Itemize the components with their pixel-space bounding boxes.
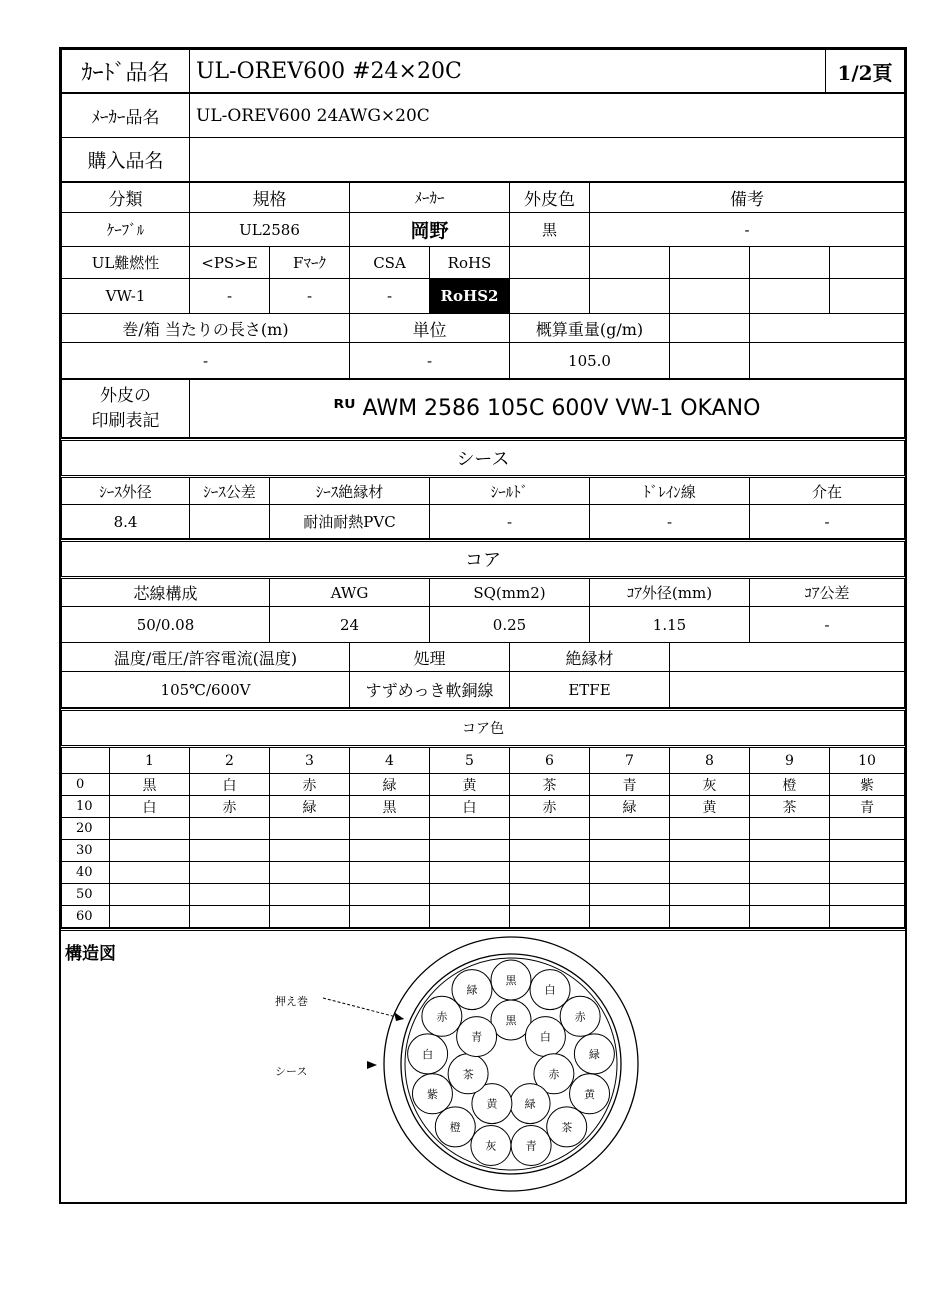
core-color-label: 青 [471, 1030, 483, 1044]
cert-label-flame: UL難燃性 [62, 247, 190, 279]
cert-label-rohs: RoHS [430, 247, 510, 279]
color-col-header: 1 [110, 747, 190, 774]
color-cell [590, 906, 670, 928]
core-color-label: 緑 [466, 983, 478, 997]
color-cell [190, 840, 270, 862]
reel-empty-cell [750, 343, 905, 379]
color-cell [110, 840, 190, 862]
core-value-od: 1.15 [590, 607, 750, 643]
reel-value-unit: - [350, 343, 510, 379]
core-value-tol: - [750, 607, 905, 643]
color-cell [830, 862, 905, 884]
sheath-table [61, 438, 905, 539]
print-text: AWM 2586 105C 600V VW-1 OKANO [362, 396, 761, 421]
color-cell: 紫 [830, 774, 905, 796]
sheath-label-shield: ｼｰﾙﾄﾞ [430, 477, 590, 505]
core-color-label: 紫 [426, 1087, 438, 1101]
wrap-leader-line [323, 998, 404, 1019]
sheath-value-material: 耐油耐熱PVC [270, 505, 430, 539]
reel-value-length: - [62, 343, 350, 379]
core-color-label: 緑 [588, 1047, 600, 1061]
label-sheath: シース [275, 1065, 308, 1078]
reel-label-length: 巻/箱 当たりの長さ(m) [62, 314, 350, 343]
print-marking [190, 380, 905, 438]
reel-label-unit: 単位 [350, 314, 510, 343]
cert-label-pse: <PS>E [190, 247, 270, 279]
cert-empty-cell [510, 279, 590, 314]
spec-label-class: 分類 [62, 183, 190, 213]
core-label-sq: SQ(mm2) [430, 578, 590, 607]
cert-value-csa: - [350, 279, 430, 314]
color-row-number: 30 [62, 840, 110, 862]
sheath-label-filler: 介在 [750, 477, 905, 505]
core-color-label: 黄 [486, 1097, 498, 1111]
core-color-label: 茶 [462, 1067, 474, 1081]
color-cell: 緑 [270, 796, 350, 818]
color-row-number: 10 [62, 796, 110, 818]
core-color-label: 赤 [574, 1010, 586, 1024]
print-table [61, 379, 905, 438]
core-color-label: 緑 [524, 1097, 536, 1111]
core-label-od: ｺｱ外径(mm) [590, 578, 750, 607]
color-cell: 白 [430, 796, 510, 818]
cert-value-flame: VW-1 [62, 279, 190, 314]
cert-value-pse: - [190, 279, 270, 314]
color-row [62, 774, 905, 796]
color-cell [190, 818, 270, 840]
cert-label-csa: CSA [350, 247, 430, 279]
wrap-arrow-icon [394, 1012, 404, 1021]
spec-value-standard: UL2586 [190, 213, 350, 247]
color-cell [270, 818, 350, 840]
card-name-label: ｶｰﾄﾞ品名 [62, 50, 190, 93]
color-row [62, 862, 905, 884]
core-value-awg: 24 [270, 607, 430, 643]
reel-empty-cell [670, 343, 750, 379]
color-cell [750, 840, 830, 862]
sheath-label-od: ｼｰｽ外径 [62, 477, 190, 505]
spec-label-color: 外皮色 [510, 183, 590, 213]
core-empty-cell [670, 643, 905, 672]
corner-cell [62, 747, 110, 774]
reel-value-weight: 105.0 [510, 343, 670, 379]
print-label-line1: 外皮の [100, 385, 151, 406]
spec-value-class: ｹｰﾌﾞﾙ [62, 213, 190, 247]
core-color-label: 白 [539, 1030, 551, 1044]
color-cell [350, 840, 430, 862]
maker-name: UL-OREV600 24AWG×20C [190, 94, 905, 138]
sheath-value-shield: - [430, 505, 590, 539]
maker-name-label: ﾒｰｶｰ品名 [62, 94, 190, 138]
cert-empty-cell [750, 279, 830, 314]
reel-label-weight: 概算重量(g/m) [510, 314, 670, 343]
color-cell: 白 [110, 796, 190, 818]
color-cell: 黒 [110, 774, 190, 796]
core-color-label: 白 [544, 983, 556, 997]
core-label-treatment: 処理 [350, 643, 510, 672]
sheath-arrow-icon [367, 1061, 377, 1069]
core-value-sq: 0.25 [430, 607, 590, 643]
color-cell: 橙 [750, 774, 830, 796]
sheath-value-filler: - [750, 505, 905, 539]
core-color-label: 茶 [561, 1120, 573, 1134]
cert-empty-cell [670, 279, 750, 314]
core-label-rating: 温度/電圧/許容電流(温度) [62, 643, 350, 672]
purchase-name-label: 購入品名 [62, 138, 190, 182]
core-color-label: 赤 [548, 1067, 560, 1081]
color-cell [510, 818, 590, 840]
diagram-title: 構造図 [65, 944, 116, 964]
sheath-label-tol: ｼｰｽ公差 [190, 477, 270, 505]
color-cell [350, 862, 430, 884]
sheath-label-drain: ﾄﾞﾚｲﾝ線 [590, 477, 750, 505]
cable-cross-section [61, 931, 909, 1201]
cert-empty-cell [750, 247, 830, 279]
color-col-header: 5 [430, 747, 510, 774]
cert-empty-cell [510, 247, 590, 279]
color-cell [110, 906, 190, 928]
color-cell [510, 862, 590, 884]
color-col-header: 3 [270, 747, 350, 774]
color-cell: 茶 [750, 796, 830, 818]
spec-label-maker: ﾒｰｶｰ [350, 183, 510, 213]
color-cell: 緑 [350, 774, 430, 796]
structure-diagram-area [61, 928, 905, 1201]
color-row [62, 840, 905, 862]
color-row [62, 818, 905, 840]
core-value-strand: 50/0.08 [62, 607, 270, 643]
cert-empty-cell [830, 247, 905, 279]
cert-empty-cell [670, 247, 750, 279]
color-cell [670, 906, 750, 928]
core-title: コア [62, 541, 905, 578]
label-wrap: 押え巻 [275, 995, 308, 1008]
color-cell: 青 [590, 774, 670, 796]
color-cell [270, 884, 350, 906]
color-cell [590, 884, 670, 906]
color-cell: 黄 [670, 796, 750, 818]
color-cell: 黒 [350, 796, 430, 818]
reel-empty-cell [750, 314, 905, 343]
sheath-value-drain: - [590, 505, 750, 539]
sheath-value-tol [190, 505, 270, 539]
color-cell [510, 840, 590, 862]
color-cell: 緑 [590, 796, 670, 818]
color-cell [110, 884, 190, 906]
color-row-number: 20 [62, 818, 110, 840]
color-col-header: 10 [830, 747, 905, 774]
color-cell [430, 884, 510, 906]
header-table [61, 49, 905, 93]
core-value-rating: 105℃/600V [62, 672, 350, 708]
color-cell [350, 884, 430, 906]
spec-sheet [59, 47, 907, 1204]
cert-value-fmark: - [270, 279, 350, 314]
color-cell [110, 818, 190, 840]
color-cell [590, 862, 670, 884]
core-label-insulation: 絶縁材 [510, 643, 670, 672]
reel-empty-cell [670, 314, 750, 343]
core-color-label: 黄 [584, 1087, 596, 1101]
color-cell [670, 862, 750, 884]
color-row-number: 0 [62, 774, 110, 796]
print-label [62, 380, 190, 438]
ul-mark-icon: ᴿᵁ [333, 396, 356, 421]
core-color-label: 赤 [436, 1010, 448, 1024]
page-number: 1/2頁 [826, 50, 905, 93]
color-row [62, 796, 905, 818]
color-cell [190, 862, 270, 884]
color-cell [510, 884, 590, 906]
color-col-header: 2 [190, 747, 270, 774]
color-col-header: 7 [590, 747, 670, 774]
color-cell [350, 818, 430, 840]
color-cell [830, 818, 905, 840]
color-cell [270, 862, 350, 884]
card-name: UL-OREV600 #24×20C [190, 50, 826, 93]
cert-empty-cell [590, 247, 670, 279]
color-col-header: 4 [350, 747, 430, 774]
purchase-name [190, 138, 905, 182]
spec-label-remarks: 備考 [590, 183, 905, 213]
color-cell [190, 906, 270, 928]
core-color-label: 黒 [505, 974, 517, 987]
color-cell [430, 840, 510, 862]
cert-empty-cell [590, 279, 670, 314]
core-value-insulation: ETFE [510, 672, 670, 708]
core-table [61, 539, 905, 708]
color-row-number: 50 [62, 884, 110, 906]
sheath-value-od: 8.4 [62, 505, 190, 539]
color-cell [430, 862, 510, 884]
color-cell: 赤 [270, 774, 350, 796]
color-cell: 黄 [430, 774, 510, 796]
spec-table [61, 182, 905, 379]
color-cell: 灰 [670, 774, 750, 796]
color-cell [190, 884, 270, 906]
color-cell [750, 862, 830, 884]
color-cell [830, 906, 905, 928]
core-color-label: 白 [422, 1047, 434, 1061]
core-value-treatment: すずめっき軟銅線 [350, 672, 510, 708]
color-cell [830, 884, 905, 906]
sheath-title: シース [62, 440, 905, 477]
color-row [62, 884, 905, 906]
core-color-label: 灰 [485, 1139, 497, 1153]
core-color-label: 青 [525, 1139, 537, 1153]
spec-label-standard: 規格 [190, 183, 350, 213]
color-row [62, 906, 905, 928]
color-row-number: 40 [62, 862, 110, 884]
color-col-header: 9 [750, 747, 830, 774]
core-color-title: コア色 [62, 710, 905, 747]
print-label-line2: 印刷表記 [91, 410, 160, 431]
color-cell: 赤 [190, 796, 270, 818]
color-cell: 白 [190, 774, 270, 796]
cert-empty-cell [830, 279, 905, 314]
spec-value-color: 黒 [510, 213, 590, 247]
maker-table [61, 93, 905, 182]
spec-value-remarks: - [590, 213, 905, 247]
spec-value-maker: 岡野 [350, 213, 510, 247]
core-color-label: 黒 [505, 1014, 517, 1027]
color-cell: 青 [830, 796, 905, 818]
color-cell [590, 818, 670, 840]
sheath-label-material: ｼｰｽ絶縁材 [270, 477, 430, 505]
core-empty-cell [670, 672, 905, 708]
color-cell [270, 906, 350, 928]
color-cell [830, 840, 905, 862]
rohs-badge: RoHS2 [430, 279, 510, 314]
color-cell [670, 840, 750, 862]
color-cell [510, 906, 590, 928]
color-cell [430, 906, 510, 928]
color-cell [110, 862, 190, 884]
color-cell [750, 906, 830, 928]
color-col-header: 6 [510, 747, 590, 774]
color-cell [270, 840, 350, 862]
core-label-awg: AWG [270, 578, 430, 607]
color-cell [670, 884, 750, 906]
color-row-number: 60 [62, 906, 110, 928]
color-col-header: 8 [670, 747, 750, 774]
color-cell [350, 906, 430, 928]
color-cell [590, 840, 670, 862]
color-cell [670, 818, 750, 840]
cert-label-fmark: Fﾏｰｸ [270, 247, 350, 279]
color-cell: 茶 [510, 774, 590, 796]
color-cell [750, 818, 830, 840]
core-color-label: 橙 [449, 1120, 461, 1134]
color-cell: 赤 [510, 796, 590, 818]
color-cell [430, 818, 510, 840]
core-label-tol: ｺｱ公差 [750, 578, 905, 607]
core-label-strand: 芯線構成 [62, 578, 270, 607]
color-cell [750, 884, 830, 906]
core-color-table [61, 708, 905, 928]
